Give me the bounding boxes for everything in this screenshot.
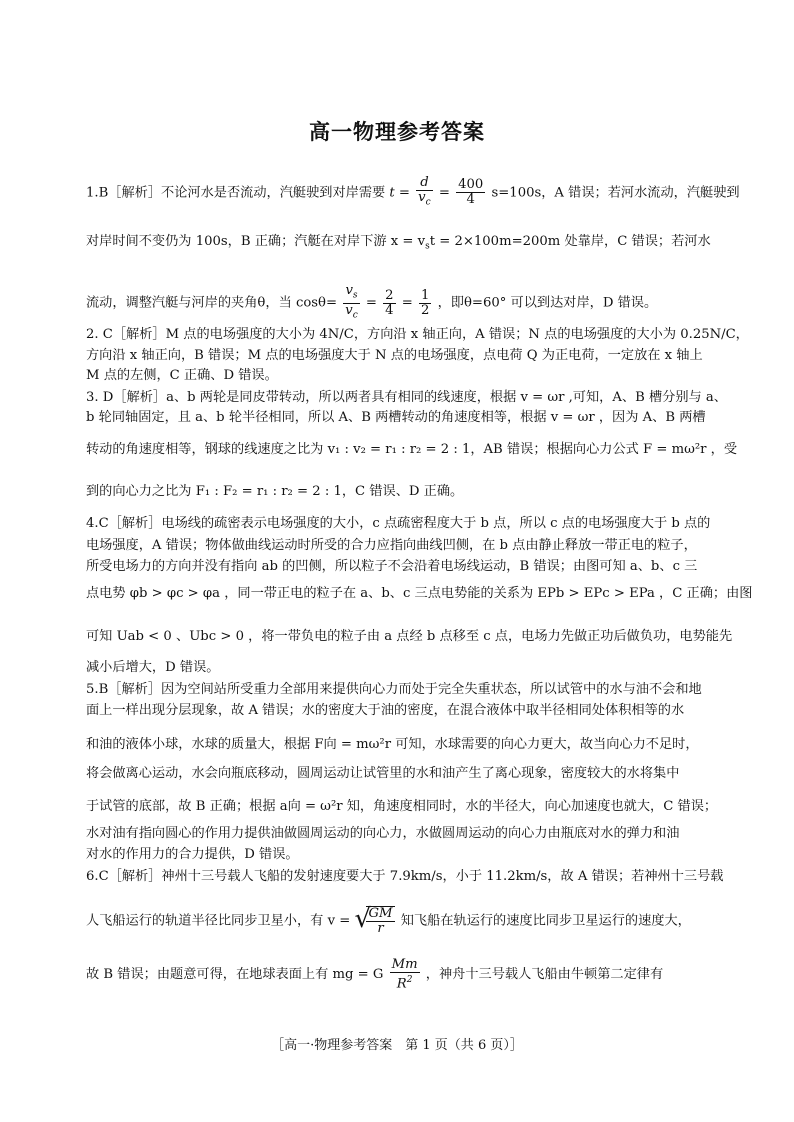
q6-text-3b: ，神舟十三号载人飞船由牛顿第二定律有 xyxy=(425,967,664,983)
q2-line-2: 方向沿 x 轴正向，B 错误；M 点的电场强度大于 N 点的电场强度，点电荷 Q 为正电荷，一定放在 x 轴上 xyxy=(86,348,703,363)
fraction-vs-over-vc: $\frac{v_s}{v_c}$ xyxy=(345,283,358,321)
q4-line-5: 可知 Uab < 0 、Ubc > 0 ，将一带负电的粒子由 a 点经 b 点移至 c 点，电场力先做正功后做负功，电势能先 xyxy=(86,629,733,644)
q6-line-3 xyxy=(86,958,722,991)
page-title: 高一物理参考答案 xyxy=(309,119,485,144)
q4-line-1: 4.C［解析］电场线的疏密表示电场强度的大小，c 点疏密程度大于 b 点，所以 c 点的电场强度大于 b 点的 xyxy=(86,516,711,531)
q3-line-3: 转动的角速度相等，钢球的线速度之比为 v₁ : v₂ = r₁ : r₂ = 2 : 1，AB 错误；根据向心力公式 F = mω²r ，受 xyxy=(86,442,738,457)
q6-text-2a: 人飞船运行的轨道半径比同步卫星小，有 v = xyxy=(86,913,351,929)
q1-text-1b: s=100s，A 错误；若河水流动，汽艇驶到 xyxy=(491,185,740,201)
q4-line-3: 所受电场力的方向并没有指向 ab 的凹侧，所以粒子不会沿着电场线运动，B 错误；由图可知 a、b、c 三 xyxy=(86,559,698,574)
q2-line-3: M 点的左侧，C 正确、D 错误。 xyxy=(86,368,278,383)
q5-line-6: 水对油有指向圆心的作用力提供油做圆周运动的向心力，水做圆周运动的向心力由瓶底对水的弹力和油 xyxy=(86,826,680,841)
q6-line-1: 6.C［解析］神州十三号载人飞船的发射速度要大于 7.9km/s，小于 11.2km/s，故 A 错误；若神州十三号载 xyxy=(86,869,724,884)
q6-line-2 xyxy=(86,906,722,936)
page-footer: ［高一·物理参考答案 第 1 页（共 6 页）］ xyxy=(271,1038,523,1053)
q1-text-3a: 流动，调整汽艇与河岸的夹角θ，当 cosθ= xyxy=(86,295,338,311)
fraction-mm-over-r2: $\frac{Mm}{R^2}$ xyxy=(391,957,418,992)
q5-line-2: 面上一样出现分层现象，故 A 错误；水的密度大于油的密度，在混合液体中取半径相同处体积相等的水 xyxy=(86,703,685,718)
fraction-1-over-2: $\frac{1}{2}$ xyxy=(421,287,430,318)
q5-line-1: 5.B［解析］因为空间站所受重力全部用来提供向心力而处于完全失重状态，所以试管中的水与油不会和地 xyxy=(86,682,702,697)
q4-line-6: 减小后增大，D 错误。 xyxy=(86,660,220,675)
q6-text-2b: 知飞船在轨运行的速度比同步卫星运行的速度大， xyxy=(400,913,691,929)
q5-line-4: 将会做离心运动，水会向瓶底移动，圆周运动让试管里的水和油产生了离心现象，密度较大的水将集中 xyxy=(86,766,680,781)
q6-text-3a: 故 B 错误；由题意可得，在地球表面上有 mg = G xyxy=(86,967,384,983)
q1-line-2: 对岸时间不变仍为 100s，B 正确；汽艇在对岸下游 $x = v_st = 2\times 100m=200m$ 处靠岸，C 错误；若河水 xyxy=(86,234,711,252)
fraction-400-over-4: $\frac{400}{4}$ xyxy=(458,177,484,208)
fraction-d-over-vc: $\frac{d}{v_c}$ xyxy=(418,175,431,208)
q1-text-1a: 1.B［解析］不论河水是否流动，汽艇驶到对岸需要 xyxy=(86,185,386,201)
q1-text-2: 对岸时间不变仍为 100s，B 正确；汽艇在对岸下游 x = v xyxy=(86,234,426,249)
q5-line-7: 对水的作用力的合力提供，D 错误。 xyxy=(86,847,299,862)
fraction-2-over-4: $\frac{2}{4}$ xyxy=(385,287,394,318)
q3-line-4: 到的向心力之比为 F₁ : F₂ = r₁ : r₂ = 2 : 1，C 错误、D 正确。 xyxy=(86,484,464,499)
q1-line-3: 流动，调整汽艇与河岸的夹角θ，当 cosθ= $\frac{v_s}{v_c}$ = $\frac{2}{4}$ = $\frac{1}{2}$ ，即θ=60° 可以到达对岸，D 错误。 xyxy=(86,283,658,321)
q4-line-2: 电场强度，A 错误；物体做曲线运动时所受的合力应指向曲线凹侧，在 b 点由静止释放一带正电的粒子， xyxy=(86,538,697,553)
q2-line-1: 2. C［解析］M 点的电场强度的大小为 4N/C，方向沿 x 轴正向，A 错误；N 点的电场强度的大小为 0.25N/C， xyxy=(86,327,749,342)
sqrt-gm-over-r: √ $\frac{GM}{r}$ xyxy=(354,906,396,936)
q1-text-2b: t = 2×100m=200m 处靠岸，C 错误；若河水 xyxy=(429,234,711,249)
q3-line-2: b 轮同轴固定，且 a、b 轮半径相同，所以 A、B 两槽转动的角速度相等，根据 v = ωr ，因为 A、B 两槽 xyxy=(86,410,706,425)
q1-line-1: 1.B［解析］不论河水是否流动，汽艇驶到对岸需要 t = $\frac{d}{v_c}$ = $\frac{400}{4}$ s=100s，A 错误；若河水流动，汽艇驶到 xyxy=(86,175,740,208)
q4-line-4: 点电势 φb > φc > φa ，同一带正电的粒子在 a、b、c 三点电势能的关系为 EPb > EPc > EPa ，C 正确；由图 xyxy=(86,586,753,601)
q5-line-5: 于试管的底部，故 B 正确；根据 a向 = ω²r 知，角速度相同时，水的半径大，向心加速度也就大，C 错误； xyxy=(86,799,718,814)
q3-line-1: 3. D［解析］a、b 两轮是同皮带转动，所以两者具有相同的线速度，根据 v = ωr ,可知，A、B 槽分别与 a、 xyxy=(86,390,727,405)
q5-line-3: 和油的液体小球，水球的质量大，根据 F向 = mω²r 可知，水球需要的向心力更大，故当向心力不足时， xyxy=(86,737,699,752)
q1-text-3b: ，即θ=60° 可以到达对岸，D 错误。 xyxy=(437,295,658,311)
